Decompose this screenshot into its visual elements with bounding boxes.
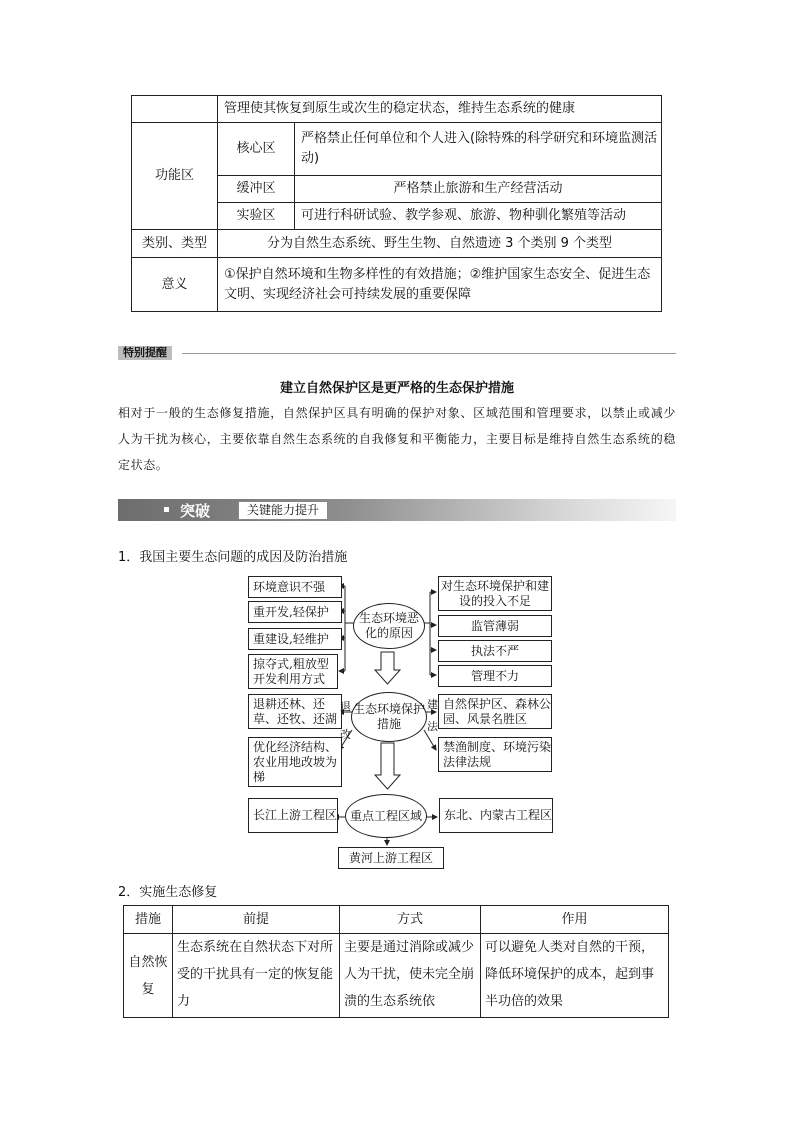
buffer-zone-label: 缓冲区: [218, 176, 295, 203]
cause-box: 重建设,轻维护: [248, 628, 342, 650]
tip-bar: [118, 346, 676, 360]
cause-box: 掠夺式,粗放型开发利用方式: [248, 654, 338, 689]
label-fa: 法: [427, 720, 438, 733]
meaning-label: 意义: [132, 258, 218, 312]
core-zone-label: 核心区: [218, 123, 295, 176]
tip-body: 相对于一般的生态修复措施，自然保护区具有明确的保护对象、区域范围和管理要求，以禁止或减少人为干扰为核心，主要依靠自然生态系统的自我修复和平衡能力，主要目标是维持自然生态系统的稳定状态。: [118, 406, 676, 472]
tip-label: 特别提醒: [118, 346, 172, 360]
type-label: 类别、类型: [132, 230, 218, 258]
label-gai: 改: [340, 728, 351, 741]
area-box: 黄河上游工程区: [338, 847, 444, 869]
measure-box: 禁渔制度、环境污染法律法规: [438, 737, 552, 772]
banner-word: 突破: [180, 502, 211, 520]
cause-measure-diagram: [240, 570, 560, 870]
divider: [182, 353, 676, 354]
measure-box: 退耕还林、还草、还牧、还湖: [248, 694, 342, 729]
table-cell: 主要是通过消除或减少人为干扰，使未完全崩溃的生态系统依: [340, 934, 481, 1018]
meaning-text: ①保护自然环境和生物多样性的有效措施；②维护国家生态安全、促进生态文明、实现经济社会可持续发展的重要保障: [218, 258, 662, 312]
tip-title: 建立自然保护区是更严格的生态保护措施: [279, 381, 514, 396]
cause-box: 管理不力: [438, 665, 552, 687]
table-header: 前提: [173, 906, 340, 934]
down-arrow-icon: [375, 652, 400, 684]
table-header: 措施: [124, 906, 173, 934]
banner-subtitle: 关键能力提升: [238, 501, 328, 520]
table-cell: 可以避免人类对自然的干预，降低环境保护的成本，起到事半功倍的效果: [481, 934, 669, 1018]
core-zone-text: 严格禁止任何单位和个人进入(除特殊的科学研究和环境监测活动): [295, 123, 662, 176]
area-box: 东北、内蒙古工程区: [439, 798, 553, 833]
cause-box: 执法不严: [438, 640, 552, 662]
square-bullet-icon: [164, 507, 169, 512]
table-header: 方式: [340, 906, 481, 934]
section-banner: [118, 499, 676, 521]
down-arrow-icon: [375, 743, 400, 789]
measure-box: 自然保护区、森林公园、风景名胜区: [438, 694, 552, 729]
cause-box: 重开发,轻保护: [248, 601, 342, 623]
label-jian: 建: [427, 698, 438, 711]
measure-center-node: 生态环境保护措施: [351, 692, 427, 742]
cause-center-node: 生态环境恶化的原因: [353, 603, 425, 649]
label-tui: 退: [340, 700, 351, 713]
area-box: 长江上游工程区: [248, 798, 338, 833]
measure-box: 优化经济结构、农业用地改坡为梯: [248, 737, 342, 787]
cause-box: 监管薄弱: [438, 615, 552, 637]
area-center-node: 重点工程区域: [345, 794, 427, 838]
func-zone-label: 功能区: [132, 123, 218, 230]
table-cell-empty: [132, 96, 218, 123]
reserve-table: [131, 95, 662, 312]
buffer-zone-text: 严格禁止旅游和生产经营活动: [295, 176, 662, 203]
table-header: 作用: [481, 906, 669, 934]
cause-box: 对生态环境保护和建设的投入不足: [438, 576, 552, 611]
type-text: 分为自然生态系统、野生生物、自然遗迹 3 个类别 9 个类型: [218, 230, 662, 258]
exp-zone-label: 实验区: [218, 203, 295, 230]
section2-title: 2．实施生态修复: [118, 885, 218, 900]
section1-title: 1．我国主要生态问题的成因及防治措施: [118, 550, 348, 565]
restoration-table: [123, 905, 669, 1018]
table-cell: 生态系统在自然状态下对所受的干扰具有一定的恢复能力: [173, 934, 340, 1018]
exp-zone-text: 可进行科研试验、教学参观、旅游、物种驯化繁殖等活动: [295, 203, 662, 230]
table-cell: 自然恢复: [124, 934, 173, 1018]
table-cell: 管理使其恢复到原生或次生的稳定状态，维持生态系统的健康: [218, 96, 662, 123]
cause-box: 环境意识不强: [248, 576, 342, 598]
